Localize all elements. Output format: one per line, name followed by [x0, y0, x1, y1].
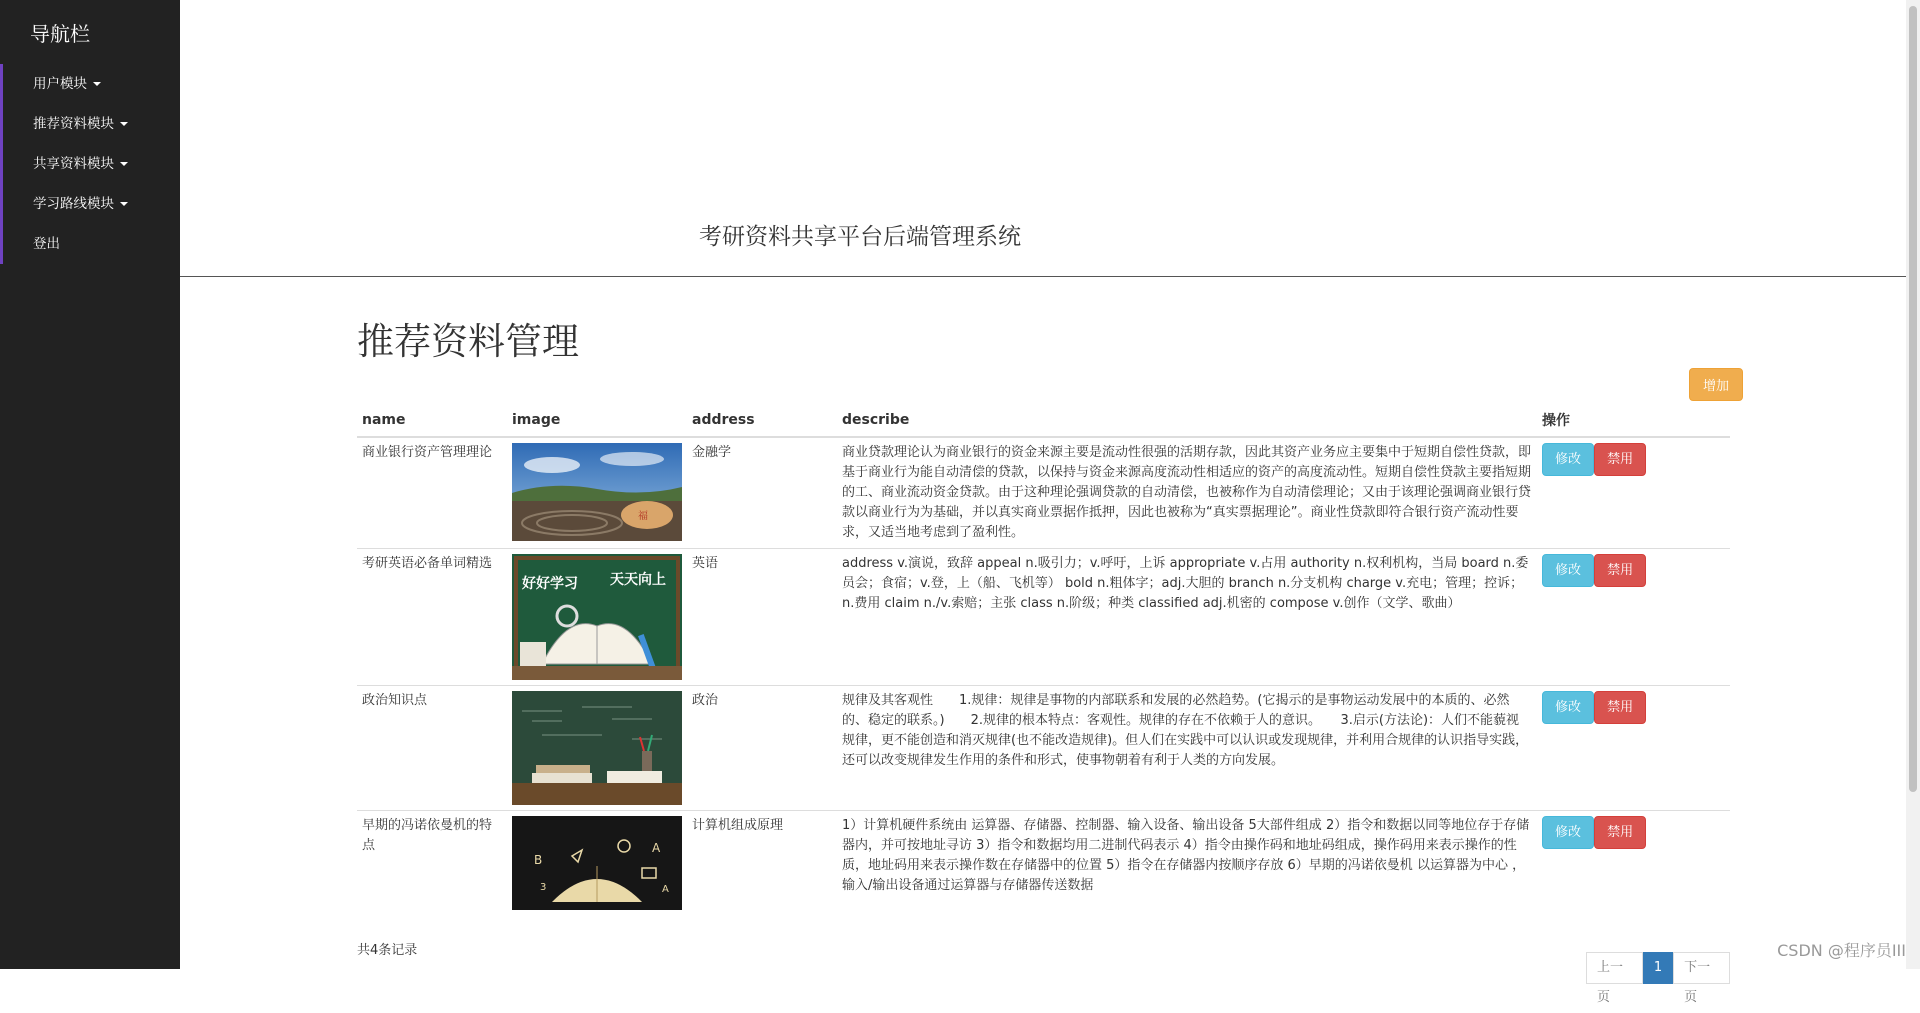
- sidebar-item-label: 推荐资料模块: [33, 116, 114, 132]
- cell-address: 金融学: [687, 437, 837, 549]
- cell-actions: [1537, 686, 1730, 811]
- flying-book-image: [512, 816, 682, 910]
- edit-button[interactable]: 修改: [1542, 554, 1594, 587]
- column-header-name: name: [357, 406, 507, 437]
- sidebar-item-label: 共享资料模块: [33, 156, 114, 172]
- column-header-actions: 操作: [1537, 406, 1730, 437]
- column-header-address: address: [687, 406, 837, 437]
- page-title: 推荐资料管理: [357, 320, 579, 363]
- cell-image: [507, 549, 687, 686]
- sidebar-item-share[interactable]: [0, 144, 180, 184]
- sidebar-nav: [0, 64, 180, 264]
- sidebar-item-label: 用户模块: [33, 76, 87, 92]
- caret-down-icon: [120, 122, 128, 126]
- table-row: [357, 811, 1730, 916]
- logout-label: 登出: [33, 236, 60, 252]
- caret-down-icon: [93, 82, 101, 86]
- edit-button[interactable]: 修改: [1542, 691, 1594, 724]
- cell-address: 政治: [687, 686, 837, 811]
- sidebar-item-route[interactable]: [0, 184, 180, 224]
- edit-button[interactable]: 修改: [1542, 816, 1594, 849]
- prev-page-button[interactable]: 上一页: [1586, 952, 1643, 984]
- header: [180, 0, 1906, 277]
- page-1-button[interactable]: 1: [1643, 952, 1673, 984]
- svg-text:3: 3: [540, 882, 547, 893]
- edit-button[interactable]: 修改: [1542, 443, 1594, 476]
- caret-down-icon: [120, 162, 128, 166]
- cell-describe: 规律及其客观性 1.规律：规律是事物的内部联系和发展的必然趋势。(它揭示的是事物运动发展中的本质的、必然的、稳定的联系。) 2.规律的根本特点：客观性。规律的存在不依赖于人的意识。 3.启示(方法论)：人们不能藐视规律，更不能创造和消灭规律(也不能改造规律)。但人们在实践中可以认识或发现规律，并利用合规律的认识指导实践，还可以改变规律发生作用的条件和形式，使事物朝着有利于人类的方向发展。: [837, 686, 1537, 811]
- sidebar: [0, 0, 180, 969]
- data-table: [357, 406, 1730, 915]
- svg-text:B: B: [534, 853, 543, 867]
- record-count: 共4条记录: [357, 943, 418, 958]
- sidebar-item-user[interactable]: [0, 64, 180, 104]
- landscape-image: [512, 443, 682, 541]
- svg-text:天天向上: 天天向上: [610, 572, 666, 588]
- table-row: [357, 437, 1730, 549]
- table-row: [357, 549, 1730, 686]
- cell-actions: [1537, 549, 1730, 686]
- cell-actions: [1537, 437, 1730, 549]
- disable-button[interactable]: 禁用: [1594, 554, 1646, 587]
- column-header-image: image: [507, 406, 687, 437]
- chalkboard-books-image: [512, 691, 682, 805]
- scrollbar-thumb[interactable]: [1909, 6, 1917, 792]
- column-header-describe: describe: [837, 406, 1537, 437]
- cell-address: 英语: [687, 549, 837, 686]
- svg-text:A: A: [662, 884, 669, 895]
- table-row: [357, 686, 1730, 811]
- svg-text:好好学习: 好好学习: [522, 576, 578, 592]
- page-header-title: 考研资料共享平台后端管理系统: [699, 224, 1021, 250]
- next-page-button[interactable]: 下一页: [1673, 952, 1730, 984]
- table-header-row: [357, 406, 1730, 437]
- cell-describe: 商业贷款理论认为商业银行的资金来源主要是流动性很强的活期存款，因此其资产业务应主要集中于短期自偿性贷款，即基于商业行为能自动清偿的贷款，以保持与资金来源高度流动性相适应的资产的高度流动性。短期自偿性贷款主要指短期的工、商业流动资金贷款。由于这种理论强调贷款的自动清偿，也被称作为自动清偿理论；又由于该理论强调商业银行贷款以商业行为为基础，并以真实商业票据作抵押，因此也被称为“真实票据理论”。商业性贷款即符合银行资产流动性要求，又适当地考虑到了盈利性。: [837, 437, 1537, 549]
- watermark: CSDN @程序员III: [1777, 941, 1906, 960]
- cell-image: [507, 811, 687, 916]
- sidebar-brand: 导航栏: [30, 22, 90, 46]
- disable-button[interactable]: 禁用: [1594, 816, 1646, 849]
- cell-actions: [1537, 811, 1730, 916]
- disable-button[interactable]: 禁用: [1594, 443, 1646, 476]
- svg-text:福: 福: [638, 511, 648, 522]
- sidebar-item-recommend[interactable]: [0, 104, 180, 144]
- cell-describe: 1）计算机硬件系统由 运算器、存储器、控制器、输入设备、输出设备 5大部件组成 2）指令和数据以同等地位存于存储器内，并可按地址寻访 3）指令和数据均用二进制代码表示 4）指令由操作码和地址码组成，操作码用来表示操作的性质，地址码用来表示操作数在存储器中的位置 5）指令在存储器内按顺序存放 6）早期的冯诺依曼机 以运算器为中心 ，输入/输出设备通过运算器与存储器传送数据: [837, 811, 1537, 916]
- cell-address: 计算机组成原理: [687, 811, 837, 916]
- cell-name: 政治知识点: [357, 686, 507, 811]
- study-book-image: [512, 554, 682, 680]
- cell-name: 早期的冯诺依曼机的特点: [357, 811, 507, 916]
- cell-describe: address v.演说，致辞 appeal n.吸引力；v.呼吁，上诉 appropriate v.占用 authority n.权利机构，当局 board n.委员会；食宿；v.登，上（船、飞机等） bold n.粗体字；adj.大胆的 branch n.分支机构 charge v.充电；管理；控诉；n.费用 claim n./v.索赔；主张 class n.阶级；种类 classified adj.机密的 compose v.创作（文学、歌曲）: [837, 549, 1537, 686]
- cell-name: 商业银行资产管理理论: [357, 437, 507, 549]
- pagination: [1586, 952, 1730, 1005]
- vertical-scrollbar[interactable]: [1906, 0, 1920, 969]
- cell-name: 考研英语必备单词精选: [357, 549, 507, 686]
- sidebar-item-label: 学习路线模块: [33, 196, 114, 212]
- cell-image: [507, 686, 687, 811]
- cell-image: [507, 437, 687, 549]
- svg-text:A: A: [652, 841, 661, 855]
- sidebar-item-logout[interactable]: [0, 224, 180, 264]
- caret-down-icon: [120, 202, 128, 206]
- disable-button[interactable]: 禁用: [1594, 691, 1646, 724]
- add-button[interactable]: 增加: [1689, 368, 1743, 401]
